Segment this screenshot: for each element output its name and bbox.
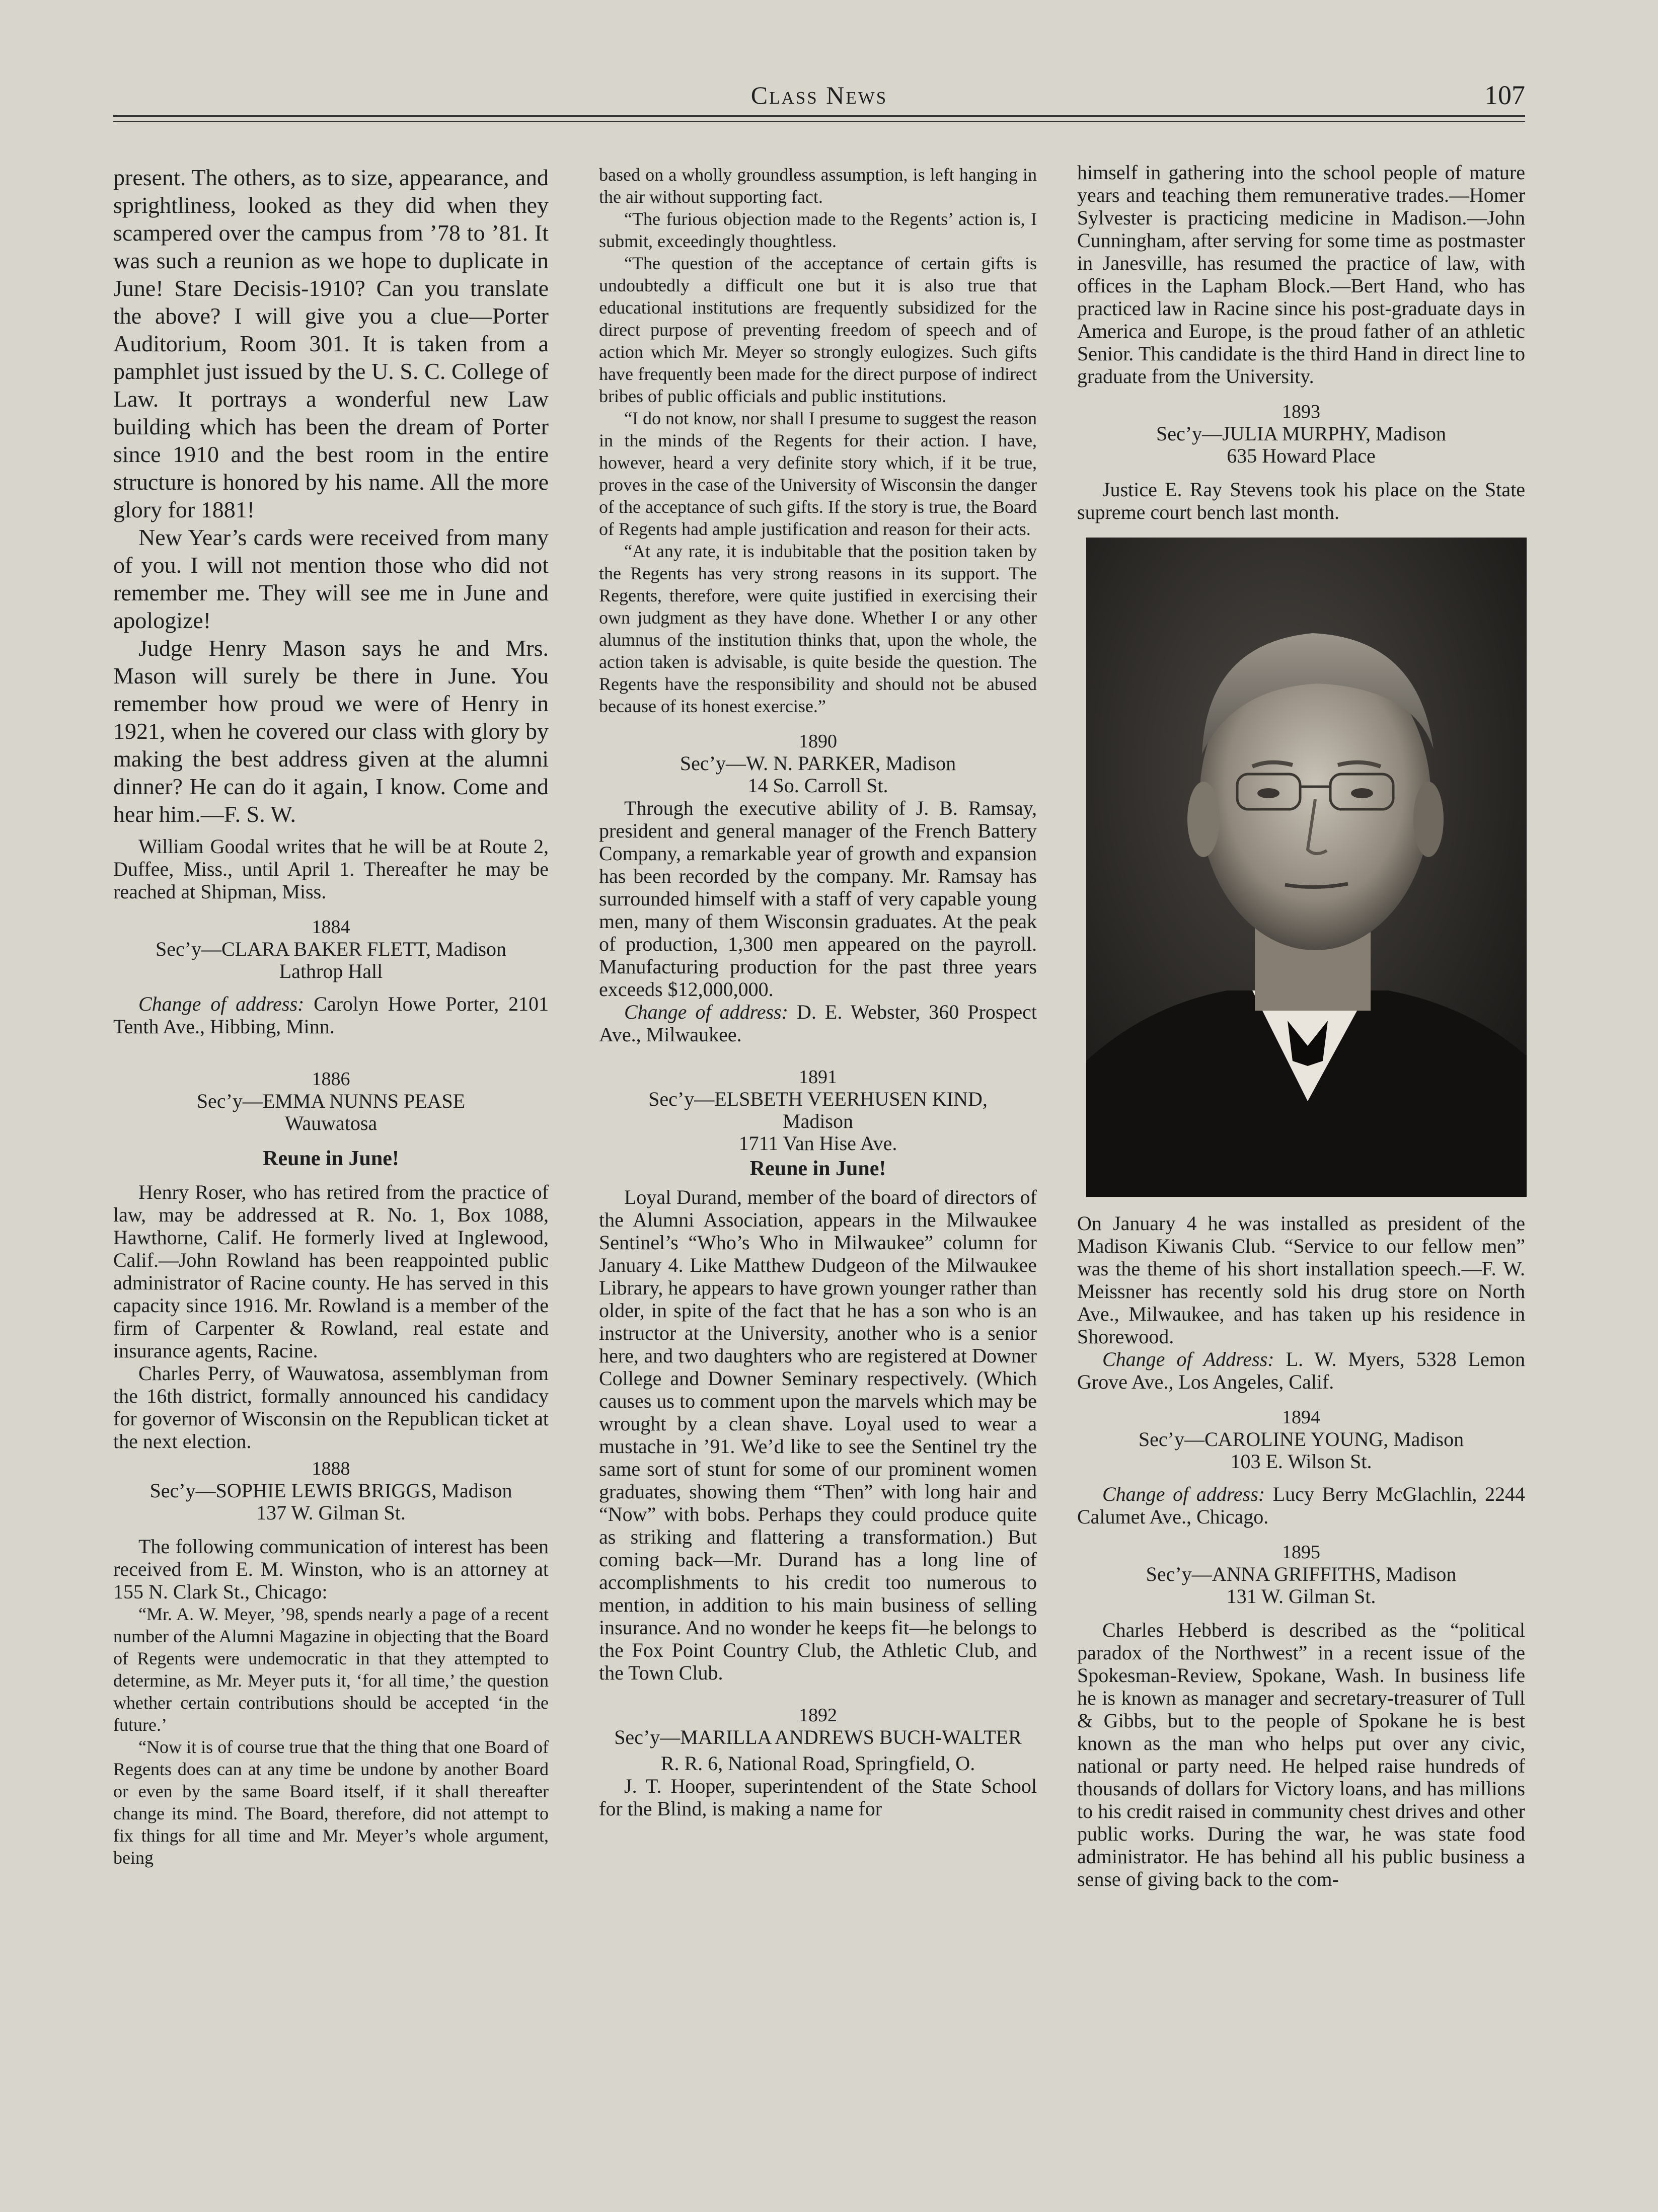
paragraph: On January 4 he was installed as president of the Madison Kiwanis Club. “Service to our fellow men” was the theme of his short installation speech.—F. W. Meissner has recently sold his drug store on North Ave., Milwaukee, and has taken up his residence in Shorewood.	[1077, 1212, 1525, 1348]
column-right	[1077, 161, 1525, 1890]
secretary-address: 14 So. Carroll St.	[747, 774, 888, 797]
paragraph: himself in gathering into the school people of mature years and teaching them remunerative trades.—Homer Sylvester is practicing medicine in Madison.—John Cunningham, after serving for some time as postmaster in Janesville, has resumed the practice of law, with offices in the Lapham Block.—Bert Hand, who has practiced law in Racine since his post-graduate days in America and Europe, is the proud father of an athletic Senior. This candidate is the third Hand in direct line to graduate from the University.	[1077, 161, 1525, 388]
quotation: “The furious objection made to the Regents’ action is, I submit, exceedingly thoughtless.	[599, 209, 1037, 251]
column-middle	[599, 164, 1037, 1820]
change-of-address: L. W. Myers, 5328 Lemon Grove Ave., Los Angeles, Calif.	[1077, 1348, 1526, 1393]
page-number: 107	[1484, 80, 1525, 110]
secretary-address: 131 W. Gilman St.	[1226, 1585, 1376, 1608]
class-year: 1894	[1282, 1407, 1320, 1428]
portrait-image	[1086, 538, 1527, 1197]
quotation: “The question of the acceptance of certain gifts is undoubtedly a difficult one but it is also true that educational institutions are frequently subsidized for the direct purpose of preventing freedom of speech and of action which Mr. Meyer so strongly eulogizes. Such gifts have frequently been made for the direct purpose of indirect bribes of public officials and public institutions.	[599, 253, 1037, 406]
reune-notice: Reune in June!	[749, 1157, 886, 1180]
secretary-address: R. R. 6, National Road, Springfield, O.	[660, 1752, 975, 1775]
class-year: 1888	[312, 1458, 350, 1479]
class-year: 1890	[799, 731, 837, 752]
quotation: “Mr. A. W. Meyer, ’98, spends nearly a page of a recent number of the Alumni Magazine in objecting that the Board of Regents were undemocratic in that they attempted to determine, as Mr. Meyer puts it, ‘for all time,’ the question whether certain contributions should be accepted ‘in the future.’	[113, 1604, 549, 1735]
quotation: “I do not know, nor shall I presume to suggest the reason in the minds of the Regents for their action. I have, however, heard a very definite story which, if it be true, proves in the case of the University of Wisconsin the danger of the acceptance of such gifts. If the story is true, the Board of Regents had ample justification and reason for their acts.	[599, 408, 1037, 539]
paragraph: Justice E. Ray Stevens took his place on the State supreme court bench last month.	[1077, 478, 1525, 523]
paragraph: William Goodal writes that he will be at Route 2, Duffee, Miss., until April 1. Thereafter he may be reached at Shipman, Miss.	[113, 835, 549, 903]
secretary-city: Madison	[783, 1110, 853, 1132]
change-of-address-label: Change of address:	[138, 993, 305, 1015]
paragraph: Loyal Durand, member of the board of directors of the Alumni Association, appears in the Milwaukee Sentinel’s “Who’s Who in Milwaukee” column for January 4. Like Matthew Dudgeon of the Milwaukee Library, he appears to have grown younger rather than older, in spite of the fact that he has a son who is an instructor at the University, another who is a senior here, and two daughters who are registered at Downer College and Downer Seminary respectively. (Which causes us to comment upon the marvels which may be wrought by a clean shave. Loyal used to wear a mustache in ’91. We’d like to see the Sentinel try the same sort of stunt for some of our prominent women graduates, showing them “Then” with long hair and “Now” with bobs. Perhaps they could produce quite as striking and flattering a transformation.) But coming back—Mr. Durand has a long line of accomplishments to his credit too numerous to mention, in addition to his main business of selling insurance. And no wonder he keeps fit—he belongs to the Fox Point Country Club, the Athletic Club, and the Town Club.	[599, 1186, 1037, 1684]
paragraph: J. T. Hooper, superintendent of the State School for the Blind, is making a name for	[599, 1775, 1037, 1820]
class-year: 1884	[312, 917, 350, 938]
quotation: based on a wholly groundless assumption, is left hanging in the air without supporting fact.	[599, 165, 1037, 207]
paragraph: present. The others, as to size, appearance, and sprightliness, looked as they did when they scampered over the campus from ’78 to ’81. It was such a reunion as we hope to duplicate in June! Stare Decisis-1910? Can you translate the above? I will give you a clue—Porter Auditorium, Room 301. It is taken from a pamphlet just issued by the U. S. C. College of Law. It portrays a wonderful new Law building which has been the dream of Porter since 1910 and the best room in the entire structure is honored by his name. All the more glory for 1881!	[113, 165, 549, 522]
class-secretary: Sec’y—SOPHIE LEWIS BRIGGS, Madison	[149, 1479, 512, 1502]
paragraph: Charles Hebberd is described as the “political paradox of the Northwest” in a recent issue of the Spokesman-Review, Spokane, Wash. In business life he is known as manager and secretary-treasurer of Tull & Gibbs, but to the people of Spokane he is best known as the man who helps put over any civic, national or party need. He helped raise hundreds of thousands of dollars for Victory loans, and has millions to his credit raised in community chest drives and other public works. During the war, he was state food administrator. He has behind all his public business a sense of giving back to the com-	[1077, 1619, 1525, 1890]
paragraph: The following communication of interest has been received from E. M. Winston, who is an attorney at 155 N. Clark St., Chicago:	[113, 1535, 549, 1603]
column-left	[113, 164, 549, 1869]
class-year: 1892	[799, 1705, 837, 1726]
secretary-address: Lathrop Hall	[279, 960, 383, 982]
paragraph: Judge Henry Mason says he and Mrs. Mason will surely be there in June. You remember how proud we were of Henry in 1921, when he covered our class with glory by making the best address given at the alumni dinner? He can do it again, I know. Come and hear him.—F. S. W.	[113, 635, 549, 827]
change-of-address: D. E. Webster, 360 Prospect Ave., Milwaukee.	[599, 1001, 1037, 1046]
class-secretary: Sec’y—CLARA BAKER FLETT, Madison	[155, 938, 506, 960]
class-year: 1891	[799, 1066, 837, 1088]
portrait-photo	[1086, 538, 1527, 1197]
change-of-address-label: Change of address:	[624, 1001, 788, 1023]
paragraph: Charles Perry, of Wauwatosa, assemblyman from the 16th district, formally announced his candidacy for governor of Wisconsin on the Republican ticket at the next election.	[113, 1362, 549, 1453]
class-year: 1895	[1282, 1542, 1320, 1563]
header-rule-thick	[113, 115, 1525, 117]
change-of-address: Carolyn Howe Porter, 2101 Tenth Ave., Hibbing, Minn.	[113, 993, 549, 1038]
header-rule-thin	[113, 121, 1525, 122]
change-of-address-label: Change of address:	[1102, 1483, 1265, 1505]
reune-notice: Reune in June!	[263, 1147, 399, 1170]
change-of-address-label: Change of Address:	[1102, 1348, 1274, 1370]
paragraph: Henry Roser, who has retired from the practice of law, may be addressed at R. No. 1, Box 1088, Hawthorne, Calif. He formerly lived at Inglewood, Calif.—John Rowland has been reappointed public administrator of Racine county. He has served in this capacity since 1916. Mr. Rowland is a member of the firm of Carpenter & Rowland, real estate and insurance agents, Racine.	[113, 1181, 549, 1362]
quotation: “At any rate, it is indubitable that the position taken by the Regents has very strong reasons in its support. The Regents, therefore, were quite justified in exercising their own judgment as they have done. Whether I or any other alumnus of the institution thinks that, upon the whole, the action taken is advisable, is quite beside the question. The Regents have the responsibility and should not be abused because of its honest exercise.”	[599, 541, 1037, 716]
secretary-address: 137 W. Gilman St.	[256, 1501, 406, 1524]
running-title: Class News	[750, 81, 888, 109]
paragraph: Through the executive ability of J. B. Ramsay, president and general manager of the French Battery Company, a remarkable year of growth and expansion has been recorded by the company. Mr. Ramsay has surrounded himself with a staff of very capable young men, many of them Wisconsin graduates. At the peak of production, 1,300 men appeared on the payroll. Manufacturing production for the past three years exceeds $12,000,000.	[599, 797, 1037, 1001]
secretary-address: 635 Howard Place	[1227, 444, 1376, 467]
secretary-address: Wauwatosa	[284, 1112, 378, 1134]
secretary-address: 103 E. Wilson St.	[1230, 1450, 1372, 1473]
class-year: 1893	[1282, 401, 1320, 422]
quotation: “Now it is of course true that the thing that one Board of Regents does can at any time be undone by another Board or even by the same Board itself, if it shall thereafter change its mind. The Board, therefore, did not attempt to fix things for all time and Mr. Meyer’s whole argument, being	[113, 1737, 549, 1868]
change-of-address: Lucy Berry McGlachlin, 2244 Calumet Ave., Chicago.	[1077, 1483, 1525, 1528]
paragraph: New Year’s cards were received from many of you. I will not mention those who did not remember me. They will see me in June and apologize!	[113, 524, 549, 633]
class-year: 1886	[312, 1069, 350, 1090]
secretary-address: 1711 Van Hise Ave.	[738, 1132, 897, 1155]
class-secretary: Sec’y—CAROLINE YOUNG, Madison	[1138, 1428, 1464, 1451]
class-secretary: Sec’y—W. N. PARKER, Madison	[680, 752, 956, 775]
class-secretary: Sec’y—EMMA NUNNS PEASE	[196, 1090, 466, 1112]
class-secretary: Sec’y—JULIA MURPHY, Madison	[1156, 422, 1446, 445]
class-secretary: Sec’y—MARILLA ANDREWS BUCH-WALTER	[614, 1726, 1022, 1748]
page-header	[113, 75, 1525, 121]
class-secretary: Sec’y—ANNA GRIFFITHS, Madison	[1146, 1563, 1457, 1585]
class-secretary: Sec’y—ELSBETH VEERHUSEN KIND,	[648, 1088, 988, 1110]
